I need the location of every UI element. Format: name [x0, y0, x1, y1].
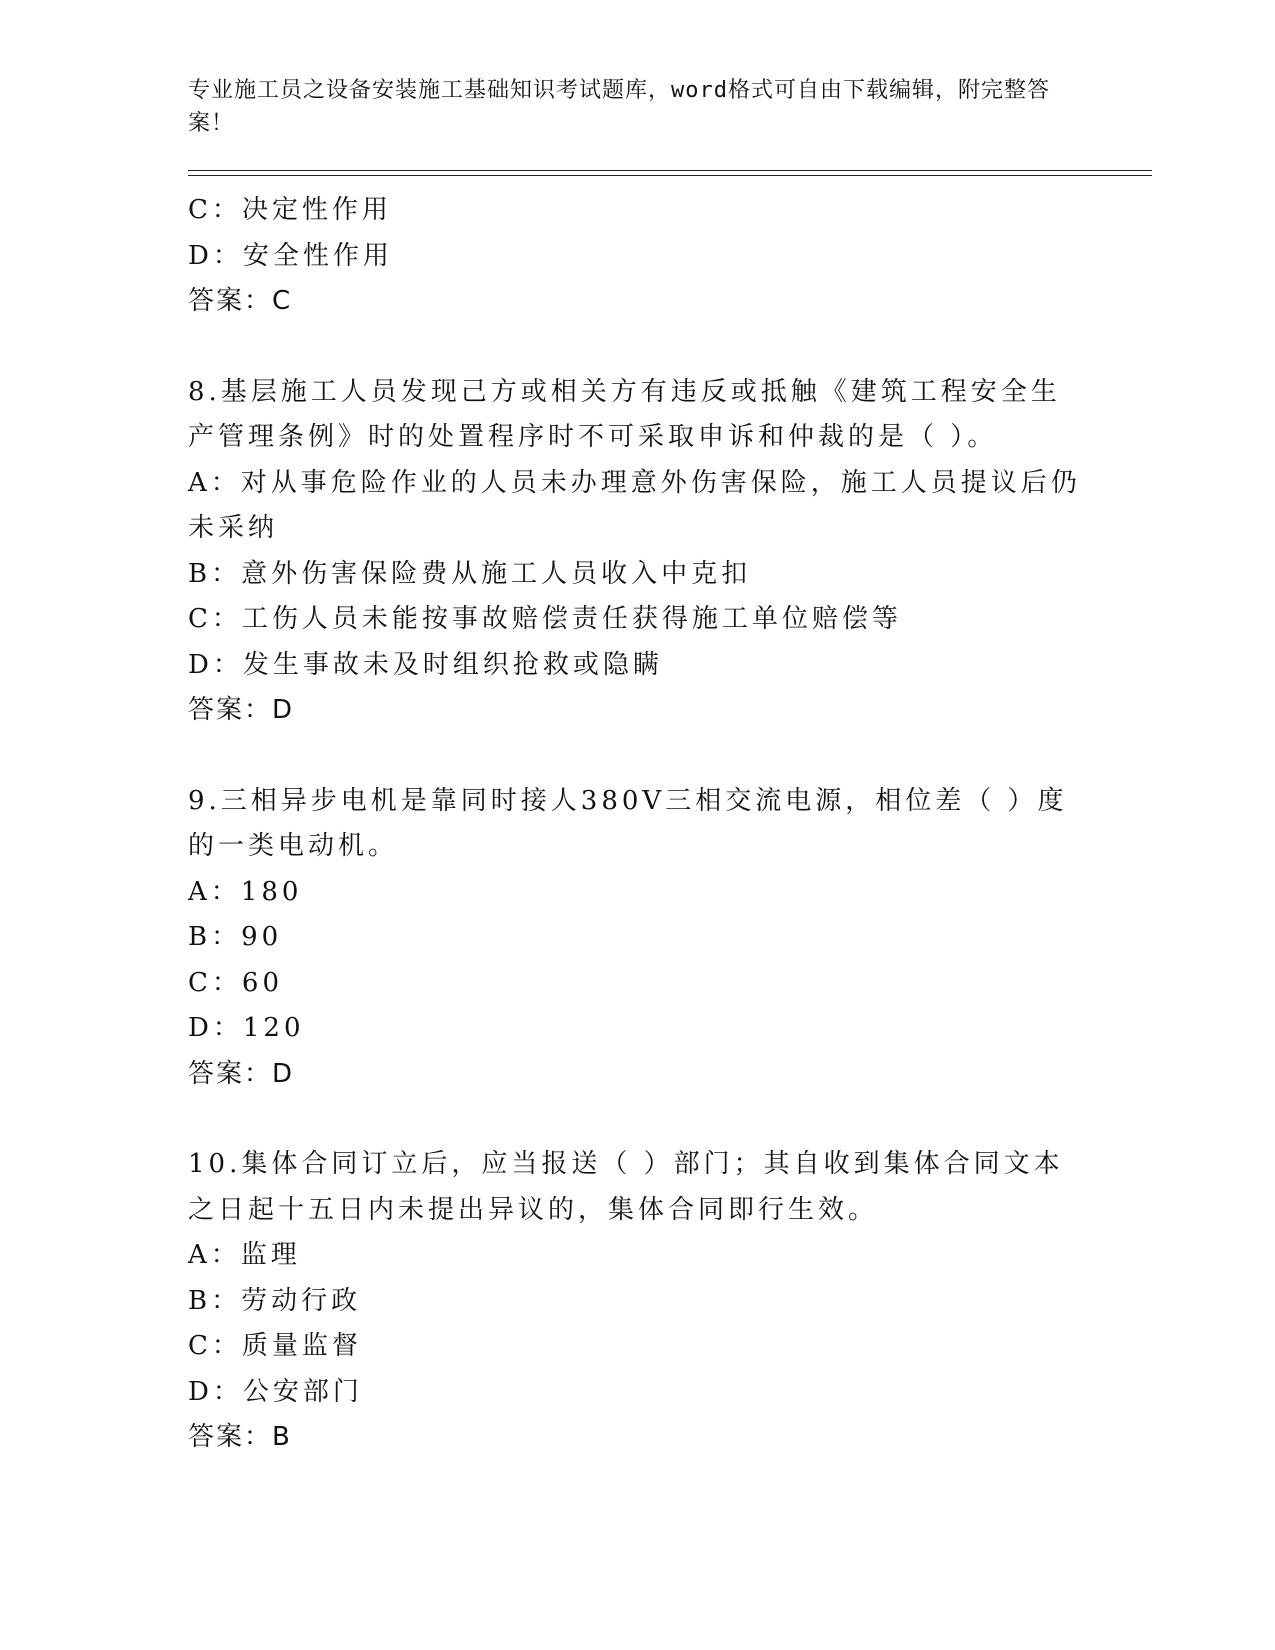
option-label: A [188, 1240, 211, 1270]
option-line: D：120 [188, 1013, 305, 1043]
question-stem: 9.三相异步电机是靠同时接人380V三相交流电源，相位差（ ）度的一类电动机。 [188, 785, 1068, 861]
option-text: 120 [242, 1013, 305, 1043]
option-line: C：工伤人员未能按事故赔偿责任获得施工单位赔偿等 [188, 604, 902, 634]
option-text: 意外伤害保险费从施工人员收入中克扣 [241, 558, 752, 589]
option-text: 对从事危险作业的人员未办理意外伤害保险，施工人员提议后仍未采纳 [188, 467, 1081, 543]
answer-line: 答案：C [188, 286, 293, 316]
option-text: 公安部门 [242, 1376, 363, 1407]
option-text: 90 [241, 922, 283, 952]
option-line: D：安全性作用 [188, 240, 393, 271]
option-label: B [188, 558, 212, 589]
option-line: D：公安部门 [188, 1376, 363, 1407]
option-text: 质量监督 [241, 1331, 362, 1361]
option-label: D [188, 1376, 213, 1407]
question-content [188, 188, 1088, 1461]
option-line: C：决定性作用 [188, 195, 392, 225]
question-block [188, 1142, 1088, 1461]
option-label: D [188, 240, 213, 271]
option-text: 决定性作用 [241, 195, 392, 225]
option-line: C：质量监督 [188, 1331, 362, 1361]
header-rule-top [188, 170, 1152, 171]
question-stem: 10.集体合同订立后，应当报送（ ）部门；其自收到集体合同文本之日起十五日内未提出异议的，集体合同即行生效。 [188, 1149, 1064, 1225]
option-label: B [188, 922, 212, 952]
option-text: 发生事故未及时组织抢救或隐瞒 [242, 649, 663, 680]
document-header: 专业施工员之设备安装施工基础知识考试题库，word格式可自由下载编辑，附完整答案！ [188, 78, 1050, 136]
option-text: 60 [241, 967, 284, 998]
option-label: C [188, 195, 212, 225]
option-label: D [188, 1013, 213, 1043]
option-line: B：劳动行政 [188, 1285, 362, 1316]
option-label: A [188, 467, 211, 498]
option-line: C：60 [188, 967, 284, 998]
prev-question-block [188, 188, 1088, 325]
option-text: 安全性作用 [242, 240, 393, 271]
answer-line: 答案：D [188, 695, 295, 725]
option-line: A：对从事危险作业的人员未办理意外伤害保险，施工人员提议后仍未采纳 [188, 467, 1081, 543]
option-label: C [188, 604, 212, 634]
question-block [188, 370, 1088, 734]
option-label: A [188, 876, 211, 907]
option-line: D：发生事故未及时组织抢救或隐瞒 [188, 649, 663, 680]
option-line: B：意外伤害保险费从施工人员收入中克扣 [188, 558, 752, 589]
option-label: C [188, 967, 212, 998]
option-line: B：90 [188, 922, 283, 952]
option-label: B [188, 1285, 212, 1316]
option-line: A：监理 [188, 1240, 301, 1270]
option-label: D [188, 649, 213, 680]
option-text: 监理 [240, 1240, 301, 1270]
question-stem: 8.基层施工人员发现己方或相关方有违反或抵触《建筑工程安全生产管理条例》时的处置程序时不可采取申诉和仲裁的是（ ）。 [188, 376, 1061, 452]
answer-line: 答案：B [188, 1422, 292, 1452]
option-label: C [188, 1331, 212, 1361]
option-text: 劳动行政 [241, 1285, 362, 1316]
answer-line: 答案：D [188, 1058, 295, 1089]
header-rule-bottom [188, 175, 1152, 176]
option-text: 180 [240, 876, 303, 907]
question-block [188, 779, 1088, 1098]
option-line: A：180 [188, 876, 303, 907]
option-text: 工伤人员未能按事故赔偿责任获得施工单位赔偿等 [241, 604, 902, 634]
